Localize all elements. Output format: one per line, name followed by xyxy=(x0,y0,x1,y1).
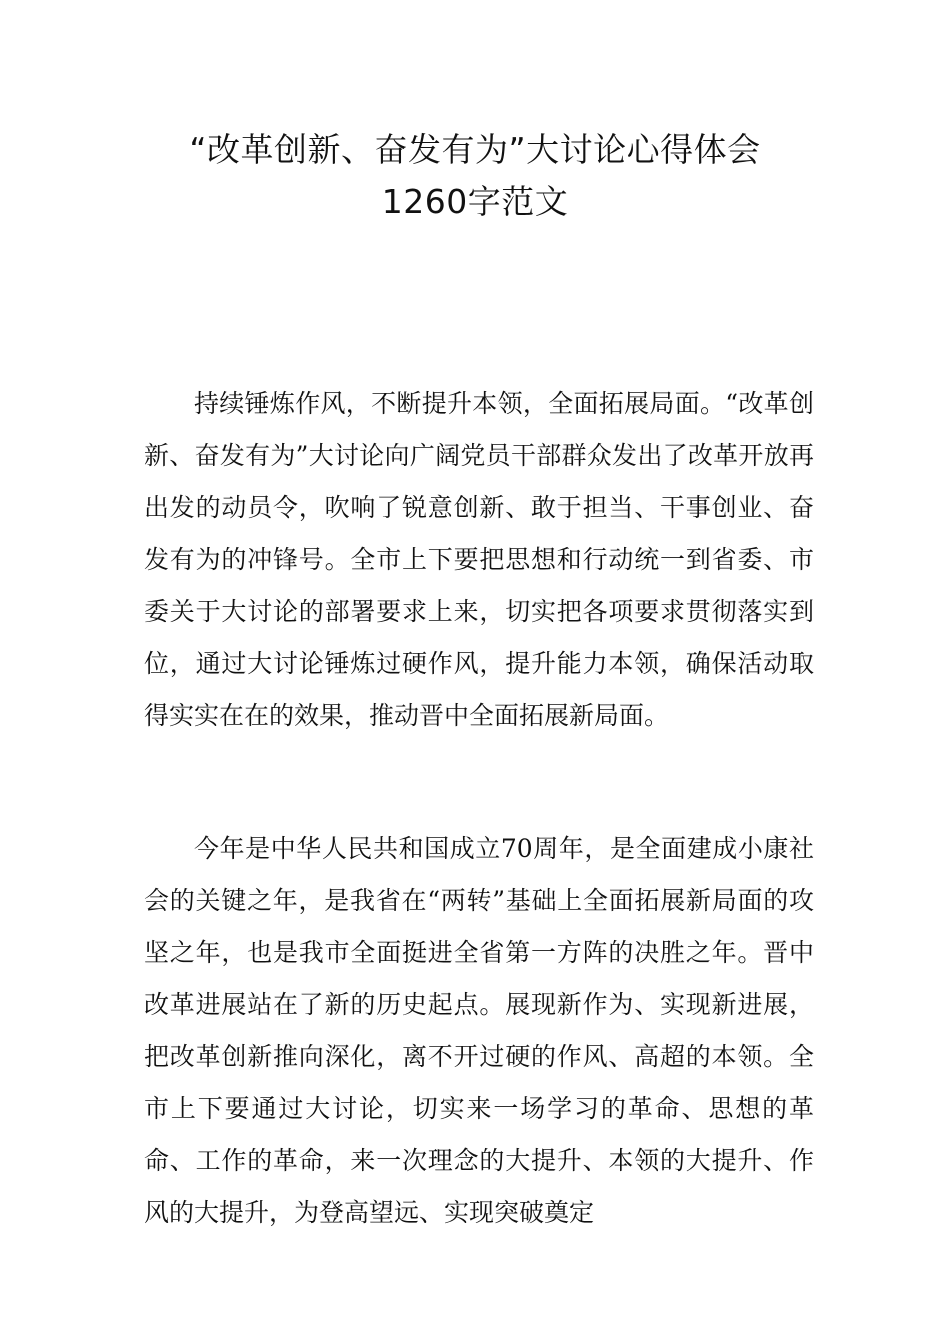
body-paragraph-2: 今年是中华人民共和国成立70周年，是全面建成小康社会的关键之年，是我省在“两转”基础上全面拓展新局面的攻坚之年，也是我市全面挺进全省第一方阵的决胜之年。晋中改革进展站在了新的历史起点。展现新作为、实现新进展，把改革创新推向深化，离不开过硬的作风、高超的本领。全市上下要通过大讨论，切实来一场学习的革命、思想的革命、工作的革命，来一次理念的大提升、本领的大提升、作风的大提升，为登高望远、实现突破奠定 xyxy=(144,834,814,1227)
document-title-line-2: 1260字范文 xyxy=(381,182,569,221)
document-title-line-1: “改革创新、奋发有为”大讨论心得体会 xyxy=(189,130,761,169)
body-paragraph-1: 持续锤炼作风，不断提升本领，全面拓展局面。“改革创新、奋发有为”大讨论向广阔党员干部群众发出了改革开放再出发的动员令，吹响了锐意创新、敢于担当、干事创业、奋发有为的冲锋号。全市上下要把思想和行动统一到省委、市委关于大讨论的部署要求上来，切实把各项要求贯彻落实到位，通过大讨论锤炼过硬作风，提升能力本领，确保活动取得实实在在的效果，推动晋中全面拓展新局面。 xyxy=(144,389,814,730)
